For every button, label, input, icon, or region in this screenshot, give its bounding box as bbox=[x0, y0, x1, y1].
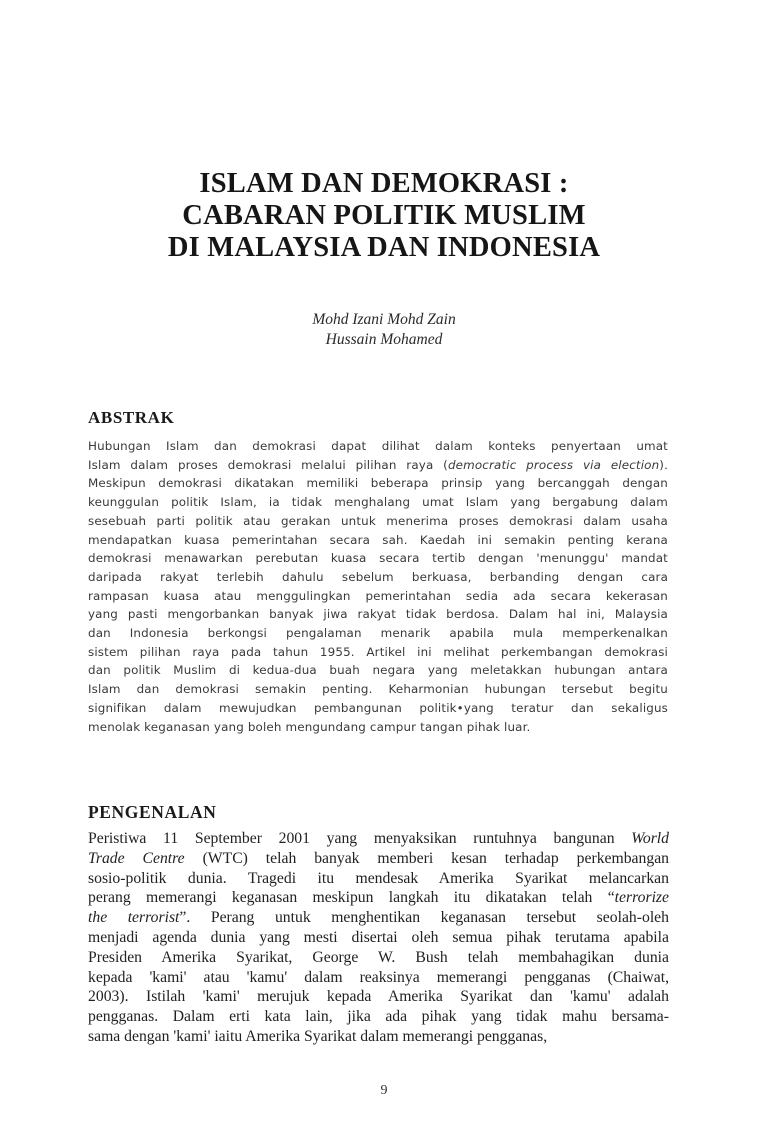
abstract-line: menolak keganasan yang boleh mengundang campur tangan pihak luar. bbox=[88, 719, 531, 734]
italic-phrase: terrorize bbox=[614, 889, 669, 907]
abstract-line: sesebuah parti politik atau gerakan untuk menerima proses demokrasi dalam usaha bbox=[88, 513, 668, 528]
introduction-line: sosio-politik dunia. Tragedi itu mendesak Amerika Syarikat melancarkan bbox=[88, 869, 669, 887]
abstract-heading: ABSTRAK bbox=[88, 408, 175, 427]
abstract-body bbox=[88, 437, 668, 736]
abstract-line: Meskipun demokrasi dikatakan memiliki beberapa prinsip yang bercanggah dengan bbox=[88, 476, 668, 491]
abstract-line: signifikan dalam mewujudkan pembangunan politik•yang teratur dan sekaligus bbox=[88, 700, 668, 715]
title-line-1: ISLAM DAN DEMOKRASI : bbox=[199, 168, 569, 199]
page-number: 9 bbox=[380, 1083, 388, 1098]
italic-phrase: democratic process via election bbox=[447, 457, 660, 472]
introduction-line: 2003). Istilah 'kami' merujuk kepada Amerika Syarikat dan 'kamu' adalah bbox=[88, 988, 669, 1006]
abstract-line: Islam dalam proses demokrasi melalui pilihan raya (democratic process via election). bbox=[88, 457, 668, 472]
introduction-line: Peristiwa 11 September 2001 yang menyaksikan runtuhnya bangunan World bbox=[88, 830, 669, 847]
abstract-line: mendapatkan kuasa pemerintahan secara sah. Kaedah ini semakin penting kerana bbox=[88, 532, 668, 547]
author-name: Mohd Izani Mohd Zain bbox=[312, 311, 456, 328]
abstract-line: demokrasi menawarkan perebutan kuasa secara tertib dengan 'menunggu' mandat bbox=[88, 551, 668, 566]
introduction-line: Presiden Amerika Syarikat, George W. Bush telah membahagikan dunia bbox=[88, 948, 669, 966]
abstract-line: dan Indonesia berkongsi pengalaman menarik apabila mula memperkenalkan bbox=[88, 626, 668, 641]
abstract-line: Islam dan demokrasi semakin penting. Keharmonian hubungan tersebut begitu bbox=[88, 682, 668, 697]
paper-title bbox=[90, 168, 678, 264]
abstract-line: rampasan kuasa atau menggulingkan pemerintahan sedia ada secara kekerasan bbox=[88, 588, 668, 603]
abstract-line: Hubungan Islam dan demokrasi dapat dilihat dalam konteks penyertaan umat bbox=[88, 439, 668, 453]
introduction-line: perang memerangi keganasan meskipun langkah itu dikatakan telah “terrorize bbox=[88, 889, 669, 907]
italic-phrase: the terrorist bbox=[88, 909, 180, 927]
abstract-line: daripada rakyat terlebih dahulu sebelum berkuasa, berbanding dengan cara bbox=[88, 569, 668, 584]
introduction-line: pengganas. Dalam erti kata lain, jika ada pihak yang tidak mahu bersama- bbox=[88, 1008, 669, 1026]
author-list bbox=[200, 310, 568, 350]
introduction-body bbox=[88, 829, 669, 1047]
abstract-line: sistem pilihan raya pada tahun 1955. Artikel ini melihat perkembangan demokrasi bbox=[88, 644, 668, 659]
introduction-line: the terrorist”. Perang untuk menghentikan keganasan tersebut seolah-oleh bbox=[88, 909, 669, 927]
title-line-2: CABARAN POLITIK MUSLIM bbox=[182, 200, 586, 231]
italic-phrase: Trade Centre bbox=[88, 849, 185, 867]
introduction-line: sama dengan 'kami' iaitu Amerika Syarikat dalam memerangi pengganas, bbox=[88, 1027, 548, 1045]
abstract-line: keunggulan politik Islam, ia tidak menghalang umat Islam yang bergabung dalam bbox=[88, 495, 668, 510]
introduction-heading: PENGENALAN bbox=[88, 802, 217, 822]
introduction-line: kepada 'kami' atau 'kamu' dalam reaksinya memerangi pengganas (Chaiwat, bbox=[88, 968, 669, 986]
abstract-line: dan politik Muslim di kedua-dua buah negara yang meletakkan hubungan antara bbox=[88, 663, 668, 678]
author-name: Hussain Mohamed bbox=[325, 331, 443, 348]
italic-phrase: World bbox=[631, 830, 669, 847]
introduction-line: Trade Centre (WTC) telah banyak memberi kesan terhadap perkembangan bbox=[88, 849, 669, 867]
abstract-line: yang pasti mengorbankan banyak jiwa rakyat tidak berdosa. Dalam hal ini, Malaysia bbox=[88, 607, 668, 622]
introduction-line: menjadi agenda dunia yang mesti disertai oleh semua pihak terutama apabila bbox=[88, 928, 669, 946]
title-line-3: DI MALAYSIA DAN INDONESIA bbox=[167, 232, 601, 263]
